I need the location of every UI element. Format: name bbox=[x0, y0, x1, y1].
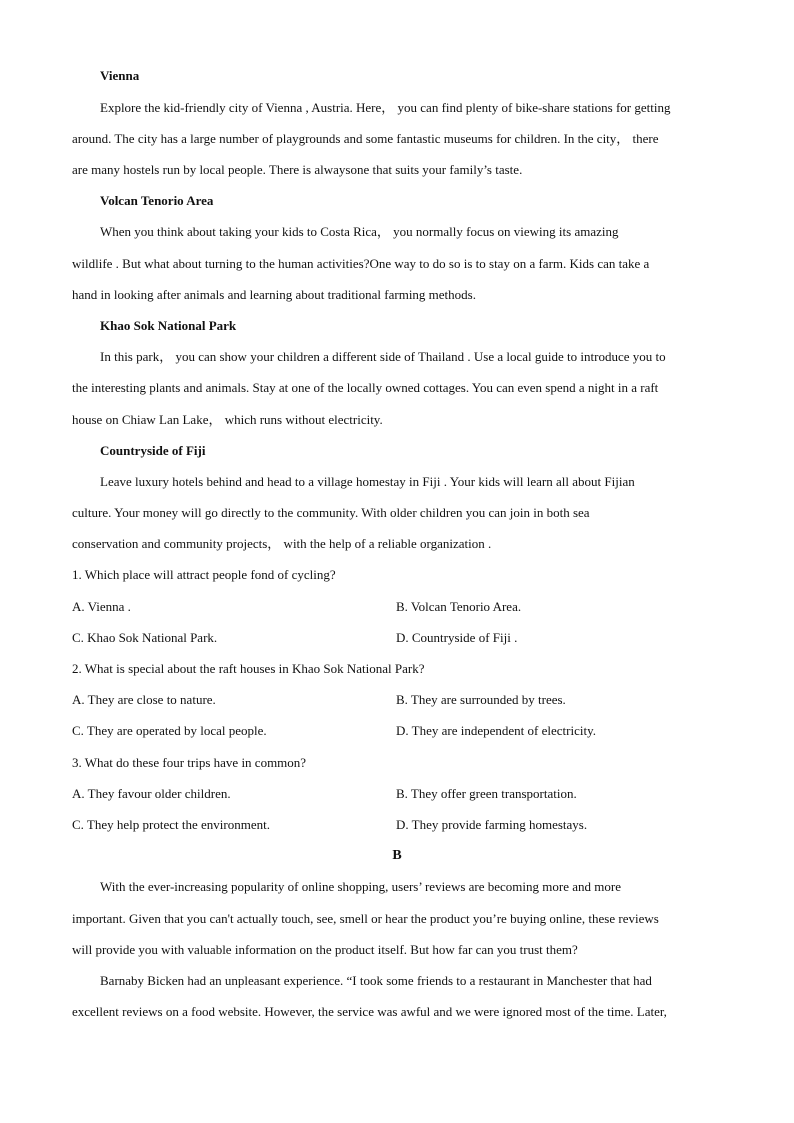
answer-option: C. They help protect the environment. bbox=[72, 817, 270, 832]
answer-option: B. Volcan Tenorio Area. bbox=[396, 599, 522, 614]
paragraph-line: will provide you with valuable information on the product itself. But how far can you trust them? bbox=[72, 942, 578, 957]
section-title-khao-sok: Khao Sok National Park bbox=[100, 318, 237, 333]
paragraph-line: around. The city has a large number of playgrounds and some fantastic museums for children. In the city， there bbox=[72, 131, 659, 146]
answer-option: D. They are independent of electricity. bbox=[396, 723, 596, 738]
answer-option: B. They offer green transportation. bbox=[396, 786, 577, 801]
passage-title: B bbox=[392, 848, 402, 863]
paragraph-line: When you think about taking your kids to Costa Rica， you normally focus on viewing its amazing bbox=[100, 224, 619, 239]
paragraph-line: conservation and community projects， with the help of a reliable organization . bbox=[72, 536, 492, 551]
answer-option: A. Vienna . bbox=[72, 599, 131, 614]
paragraph-line: Leave luxury hotels behind and head to a village homestay in Fiji . Your kids will learn all about Fijian bbox=[100, 474, 635, 489]
answer-option: A. They are close to nature. bbox=[72, 692, 216, 707]
paragraph-line: the interesting plants and animals. Stay at one of the locally owned cottages. You can even spend a night in a raft bbox=[72, 380, 659, 395]
question-stem: 2. What is special about the raft houses in Khao Sok National Park? bbox=[72, 661, 425, 676]
paragraph-line: In this park， you can show your children a different side of Thailand . Use a local guide to introduce you to bbox=[100, 349, 666, 364]
answer-option: D. Countryside of Fiji . bbox=[396, 630, 518, 645]
paragraph-line: important. Given that you can't actually touch, see, smell or hear the product you’re buying online, these reviews bbox=[72, 911, 659, 926]
section-title-vienna: Vienna bbox=[100, 68, 140, 83]
section-title-volcan-tenorio: Volcan Tenorio Area bbox=[100, 193, 214, 208]
answer-option: C. Khao Sok National Park. bbox=[72, 630, 218, 645]
paragraph-line: hand in looking after animals and learning about traditional farming methods. bbox=[72, 287, 476, 302]
answer-option: A. They favour older children. bbox=[72, 786, 231, 801]
paragraph-line: wildlife . But what about turning to the human activities?One way to do so is to stay on a farm. Kids can take a bbox=[72, 256, 650, 271]
paragraph-line: Explore the kid-friendly city of Vienna , Austria. Here， you can find plenty of bike-share stations for getting bbox=[100, 100, 671, 115]
question-stem: 1. Which place will attract people fond of cycling? bbox=[72, 567, 336, 582]
question-stem: 3. What do these four trips have in common? bbox=[72, 755, 307, 770]
paragraph-line: culture. Your money will go directly to the community. With older children you can join in both sea bbox=[72, 505, 590, 520]
paragraph-line: Barnaby Bicken had an unpleasant experience. “I took some friends to a restaurant in Manchester that had bbox=[100, 973, 652, 988]
answer-option: B. They are surrounded by trees. bbox=[396, 692, 566, 707]
section-title-fiji: Countryside of Fiji bbox=[100, 443, 206, 458]
answer-option: C. They are operated by local people. bbox=[72, 723, 267, 738]
paragraph-line: excellent reviews on a food website. However, the service was awful and we were ignored most of the time. Later, bbox=[72, 1004, 667, 1019]
paragraph-line: house on Chiaw Lan Lake， which runs without electricity. bbox=[72, 412, 383, 427]
paragraph-line: are many hostels run by local people. There is alwaysone that suits your family’s taste. bbox=[72, 162, 523, 177]
paragraph-line: With the ever-increasing popularity of online shopping, users’ reviews are becoming more and more bbox=[100, 879, 621, 894]
answer-option: D. They provide farming homestays. bbox=[396, 817, 588, 832]
